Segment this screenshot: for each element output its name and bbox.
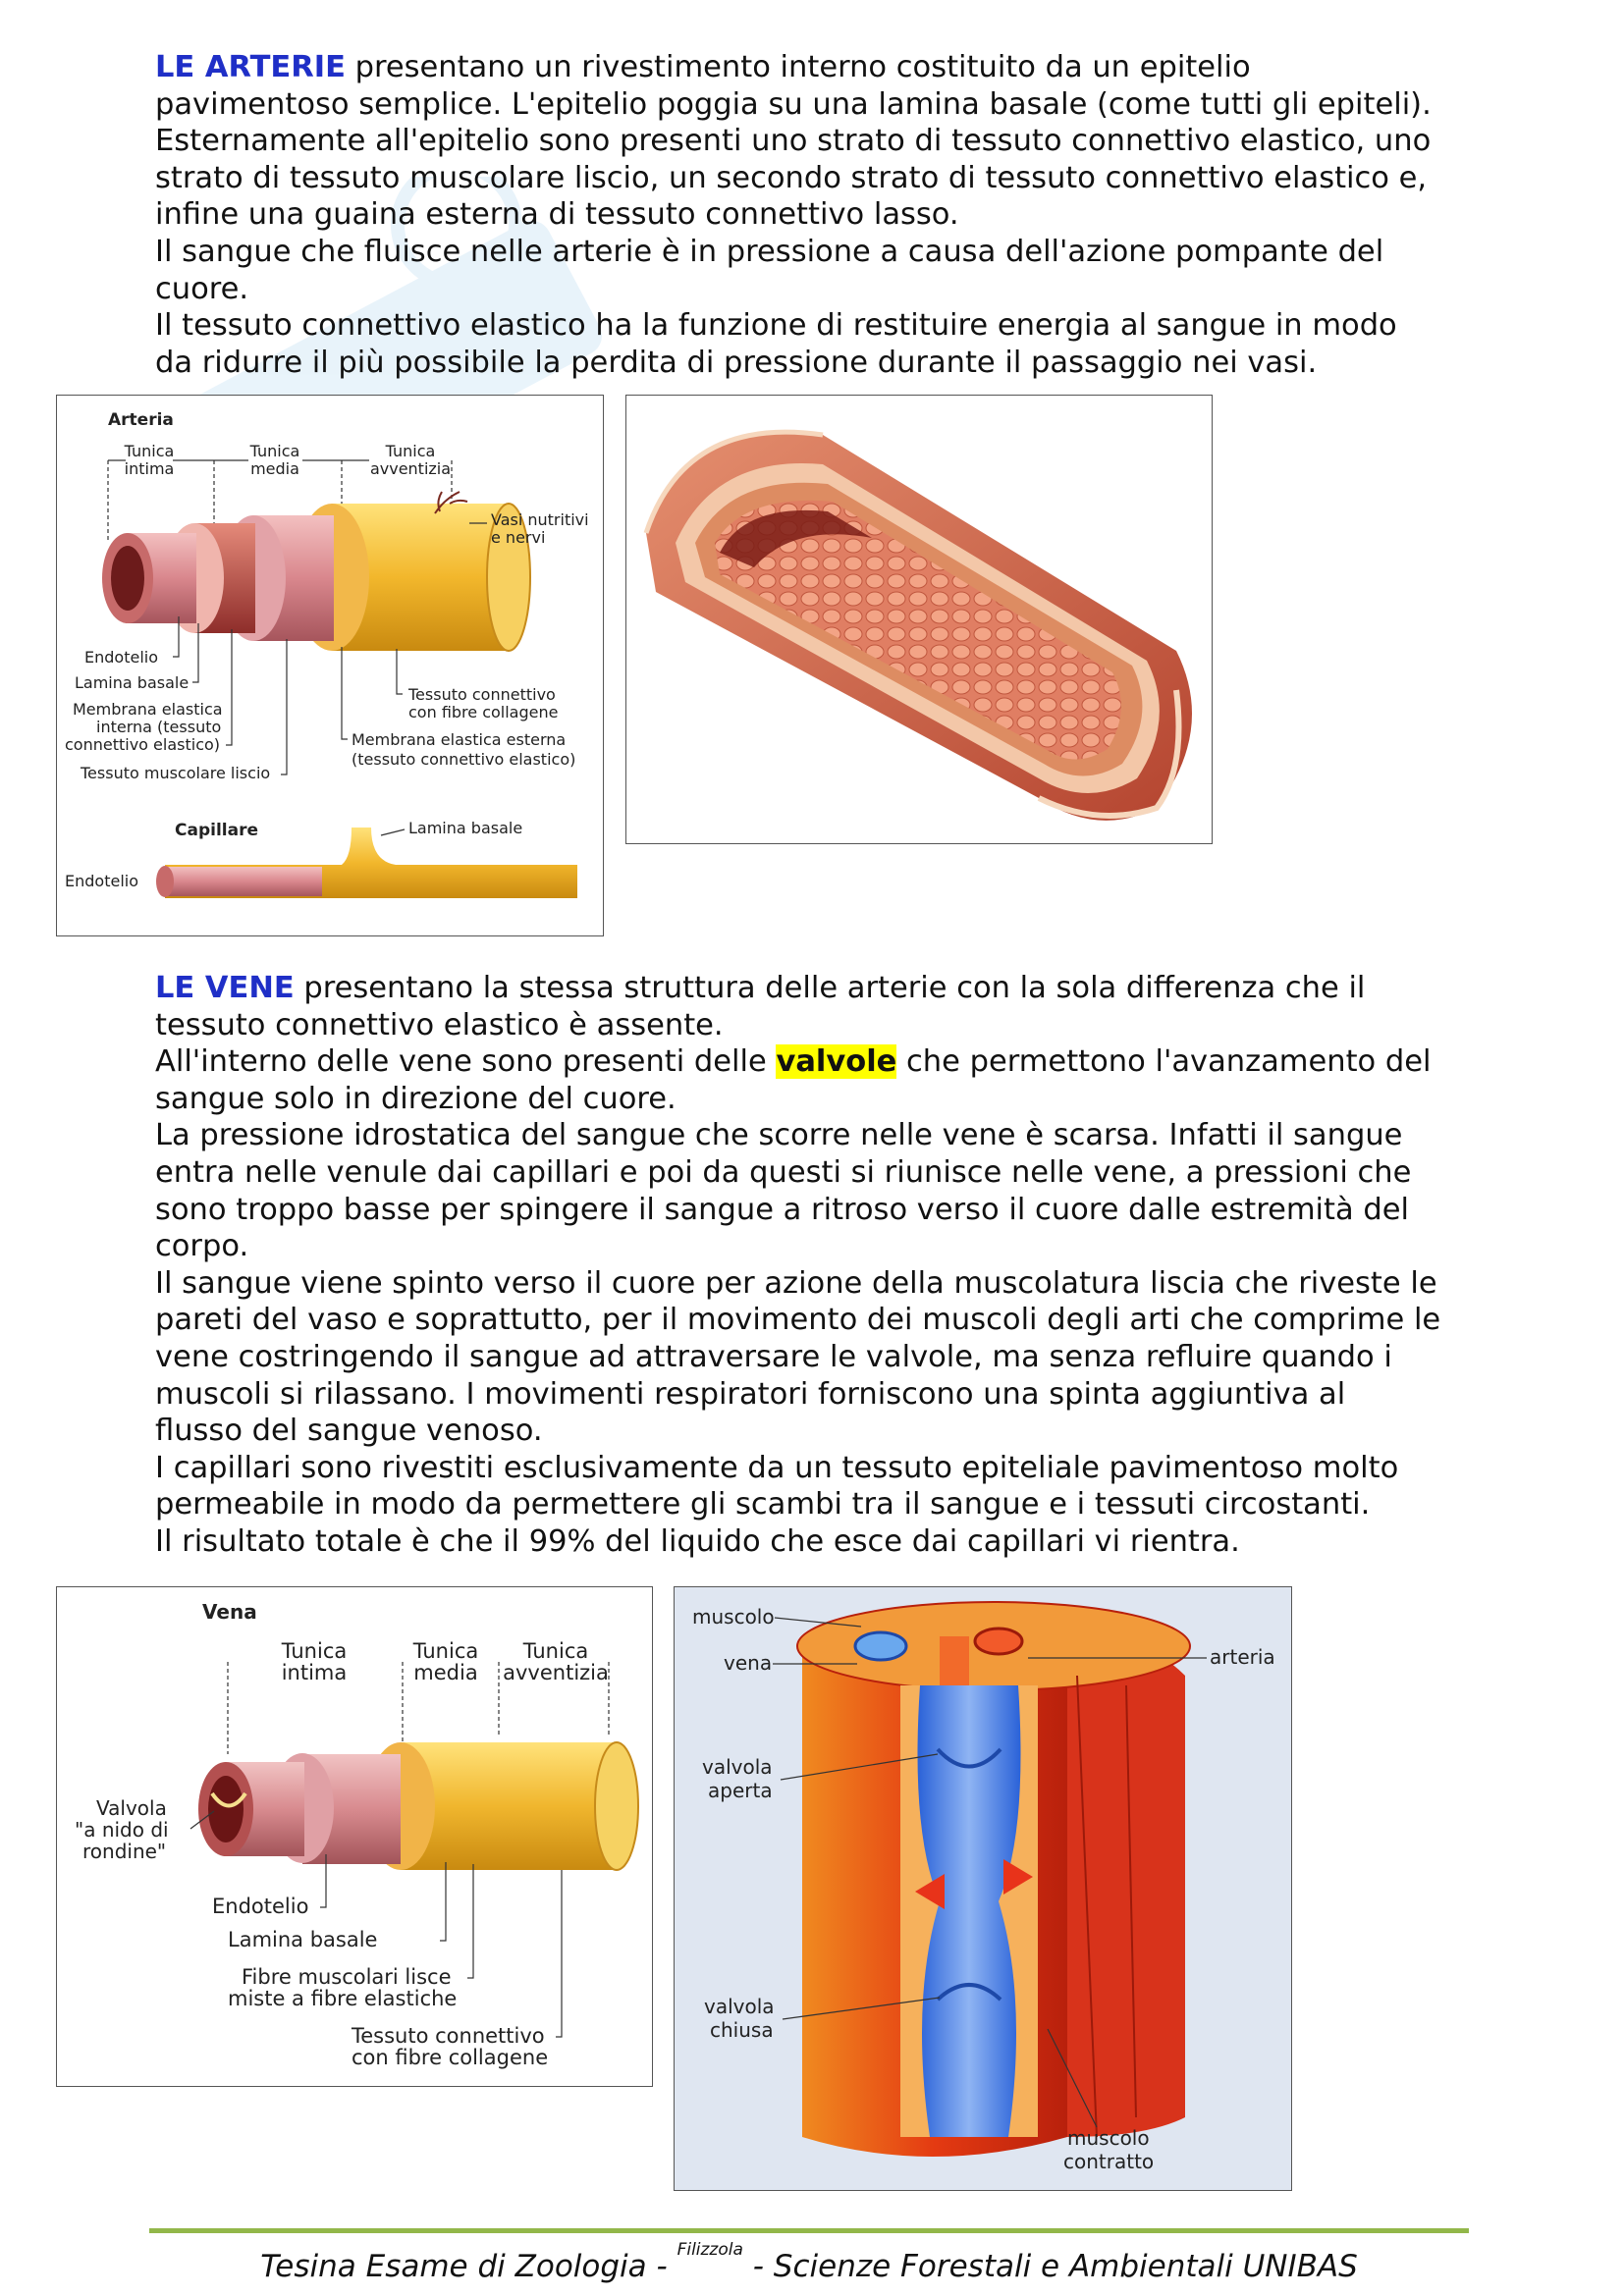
footer-divider [149, 2228, 1469, 2233]
text-line: sangue solo in direzione del cuore. [155, 1081, 677, 1116]
text-line: Il risultato totale è che il 99% del liquido che esce dai capillari vi rientra. [155, 1523, 1240, 1559]
text-line: Il sangue che fluisce nelle arterie è in pressione a causa dell'azione pompante del [155, 234, 1384, 269]
label-vena-fibre-2: miste a fibre elastiche [228, 1987, 458, 2010]
text-line: da ridurre il più possibile la perdita di pressione durante il passaggio nei vasi. [155, 345, 1318, 380]
text-line: vene costringendo il sangue ad attraversare le valvole, ma senza refluire quando i [155, 1339, 1392, 1374]
label-membrana-interna-3: connettivo elastico) [65, 735, 221, 754]
text-line: corpo. [155, 1229, 249, 1264]
label-tunica-media: Tunica [249, 442, 300, 460]
text-line: permeabile in modo da permettere gli scambi tra il sangue e i tessuti circostanti. [155, 1487, 1371, 1522]
label-membrana-interna-2: interna (tessuto [96, 718, 222, 736]
label-valvola-3: rondine" [82, 1840, 167, 1863]
label-tunica-intima-2: intima [124, 459, 175, 478]
label-vena-tunica-avventizia-2: avventizia [503, 1661, 609, 1684]
text-line: che permettono l'avanzamento del [896, 1044, 1432, 1080]
text-line: I capillari sono rivestiti esclusivamente da un tessuto epiteliale pavimentoso molto [155, 1450, 1399, 1485]
text-line: muscoli si rilassano. I movimenti respiratori forniscono una spinta aggiuntiva al [155, 1376, 1346, 1412]
arterie-paragraph [155, 49, 1471, 381]
label-vena-tunica-media: Tunica [412, 1639, 479, 1663]
text-line: pareti del vaso e soprattutto, per il movimento dei muscoli degli arti che comprime le [155, 1303, 1441, 1338]
label-vena-tessuto: Tessuto connettivo [352, 2024, 545, 2048]
footer-author: Filizzola [677, 2240, 743, 2260]
label-vena: vena [724, 1651, 773, 1675]
label-vasi-2: e nervi [491, 528, 546, 547]
label-arteria: arteria [1210, 1645, 1275, 1669]
label-valvola-aperta-2: aperta [708, 1779, 773, 1802]
vena-diagram [56, 1586, 653, 2087]
arterie-keyword: LE ARTERIE [155, 50, 346, 84]
text-line: La pressione idrostatica del sangue che scorre nelle vene è scarsa. Infatti il sangue [155, 1118, 1403, 1153]
label-tessuto-muscolare: Tessuto muscolare liscio [81, 764, 271, 782]
text-line: Il sangue viene spinto verso il cuore per azione della muscolatura liscia che riveste le [155, 1265, 1437, 1301]
text-line: presentano un rivestimento interno costituito da un epitelio [345, 50, 1251, 84]
label-valvola-2: "a nido di [75, 1818, 169, 1842]
label-tunica-avventizia-2: avventizia [369, 459, 452, 478]
text-line: entra nelle venule dai capillari e poi da questi si riunisce nelle vene, a pressioni che [155, 1154, 1412, 1190]
label-cap-lamina: Lamina basale [408, 819, 523, 837]
arteria-section-image [625, 395, 1213, 844]
label-valvola: Valvola [96, 1796, 167, 1820]
text-line: pavimentoso semplice. L'epitelio poggia su una lamina basale (come tutti gli epiteli). [155, 86, 1432, 122]
text-line: Esternamente all'epitelio sono presenti uno strato di tessuto connettivo elastico, uno [155, 124, 1432, 159]
text-line: sono troppo basse per spingere il sangue a ritroso verso il cuore dalle estremità del [155, 1192, 1409, 1227]
text-line: presentano la stessa struttura delle arterie con la sola differenza che il [294, 971, 1366, 1005]
arteria-diagram [56, 395, 604, 936]
vene-paragraph [155, 970, 1471, 1561]
label-tunica-avventizia: Tunica [385, 442, 436, 460]
label-lamina-basale: Lamina basale [75, 673, 189, 692]
vena-title: Vena [202, 1600, 257, 1624]
footer [149, 2240, 1469, 2284]
label-tunica-intima: Tunica [124, 442, 175, 460]
text-line: All'interno delle vene sono presenti delle [155, 1044, 777, 1080]
label-vena-lamina-basale: Lamina basale [228, 1928, 378, 1951]
label-muscolo: muscolo [692, 1605, 775, 1629]
label-valvola-aperta: valvola [702, 1755, 773, 1779]
text-line: flusso del sangue venoso. [155, 1414, 543, 1449]
label-tessuto-connettivo: Tessuto connettivo [408, 685, 556, 704]
label-membrana-interna: Membrana elastica [73, 700, 223, 719]
label-tunica-media-2: media [250, 459, 299, 478]
arteria-title: Arteria [108, 410, 174, 430]
label-membrana-esterna-2: (tessuto connettivo elastico) [352, 750, 576, 769]
label-valvola-chiusa-2: chiusa [710, 2018, 774, 2042]
text-line: strato di tessuto muscolare liscio, un secondo strato di tessuto connettivo elastico e, [155, 160, 1428, 195]
text-line: cuore. [155, 271, 249, 306]
text-line: Il tessuto connettivo elastico ha la funzione di restituire energia al sangue in modo [155, 308, 1397, 344]
footer-right: - Scienze Forestali e Ambientali UNIBAS [742, 2249, 1358, 2284]
muscle-pump-image [674, 1586, 1292, 2191]
label-vena-tunica-avventizia: Tunica [522, 1639, 589, 1663]
label-cap-endotelio: Endotelio [65, 872, 138, 890]
label-muscolo-contratto-2: contratto [1063, 2150, 1155, 2173]
vene-keyword: LE VENE [155, 971, 295, 1005]
valvole-highlight: valvole [776, 1044, 897, 1080]
label-muscolo-contratto: muscolo [1067, 2126, 1150, 2150]
label-vena-tunica-intima: Tunica [281, 1639, 348, 1663]
label-vasi: Vasi nutritivi [491, 510, 589, 529]
label-vena-tunica-media-2: media [413, 1661, 478, 1684]
label-tessuto-connettivo-2: con fibre collagene [408, 703, 559, 721]
label-vena-tunica-intima-2: intima [281, 1661, 348, 1684]
label-membrana-esterna: Membrana elastica esterna [352, 730, 567, 749]
text-line: tessuto connettivo elastico è assente. [155, 1007, 724, 1042]
text-line: infine una guaina esterna di tessuto connettivo lasso. [155, 197, 959, 233]
label-valvola-chiusa: valvola [704, 1995, 775, 2018]
label-vena-fibre: Fibre muscolari lisce [242, 1965, 452, 1989]
label-vena-tessuto-2: con fibre collagene [352, 2046, 549, 2069]
capillare-title: Capillare [175, 821, 258, 840]
label-vena-endotelio: Endotelio [212, 1895, 309, 1918]
label-endotelio: Endotelio [84, 648, 158, 667]
footer-left: Tesina Esame di Zoologia - [260, 2249, 677, 2284]
